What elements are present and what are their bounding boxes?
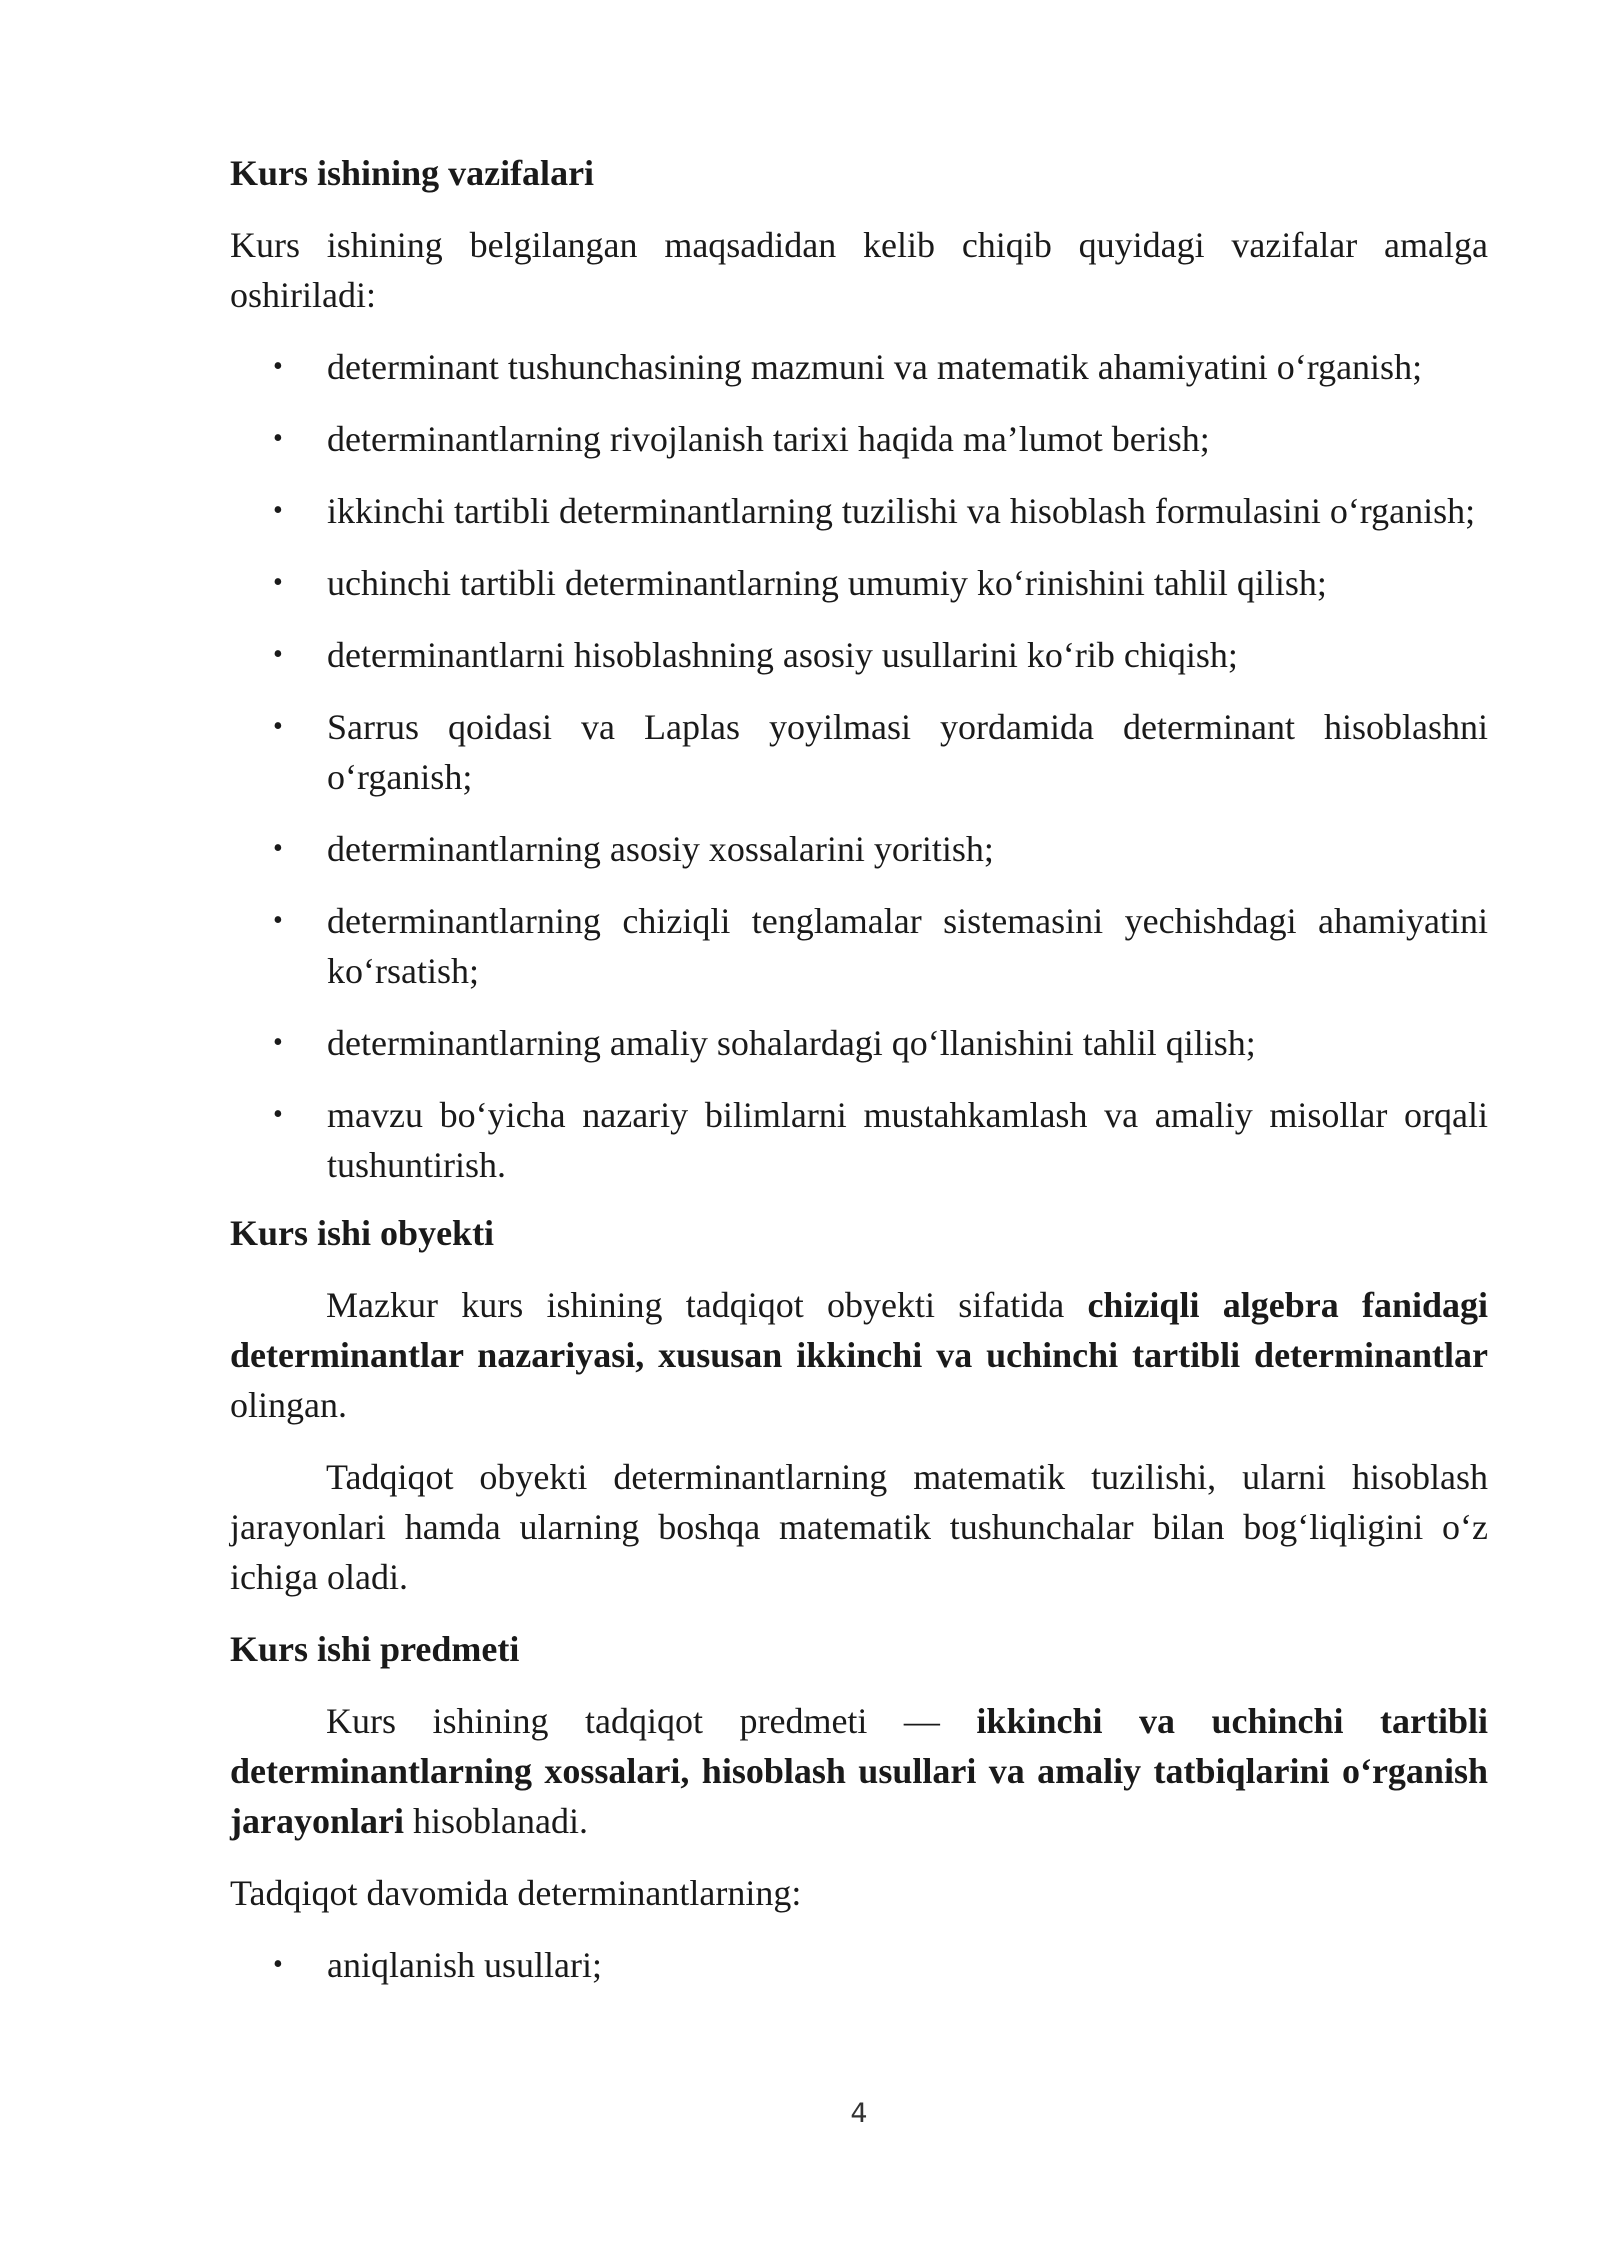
subject-text-bold: ikkinchi va uchinchi tartibli determinantlarning xossalari, hisoblash usullari va amaliy tatbiqlarini o‘rganish jarayonlari xyxy=(230,1701,1488,1841)
tasks-intro-paragraph: Kurs ishining belgilangan maqsadidan kelib chiqib quyidagi vazifalar amalga oshiriladi: xyxy=(230,225,1488,315)
list-item: • determinantlarning amaliy sohalardagi qo‘llanishini tahlil qilish; xyxy=(230,1018,1488,1068)
list-item: • aniqlanish usullari; xyxy=(230,1940,1488,1990)
section-heading-subject: Kurs ishi predmeti xyxy=(230,1629,520,1669)
object-paragraph-2: Tadqiqot obyekti determinantlarning matematik tuzilishi, ularni hisoblash jarayonlari hamda ularning boshqa matematik tushunchalar bilan bog‘liqligini o‘z ichiga oladi. xyxy=(230,1457,1488,1597)
list-item: • mavzu bo‘yicha nazariy bilimlarni mustahkamlash va amaliy misollar orqali tushuntirish. xyxy=(230,1090,1488,1190)
object-text-bold: chiziqli algebra fanidagi determinantlar nazariyasi, xususan ikkinchi va uchinchi tartibli determinantlar xyxy=(230,1285,1488,1375)
page-number: 4 xyxy=(850,2098,868,2129)
section-heading-tasks: Kurs ishining vazifalari xyxy=(230,153,595,193)
tasks-list xyxy=(230,342,1488,1190)
list-item: • determinantlarning rivojlanish tarixi haqida ma’lumot berish; xyxy=(230,414,1488,464)
list-item: • determinant tushunchasining mazmuni va matematik ahamiyatini o‘rganish; xyxy=(230,342,1488,392)
section-heading-object: Kurs ishi obyekti xyxy=(230,1213,495,1253)
list-item: • determinantlarni hisoblashning asosiy usullarini ko‘rib chiqish; xyxy=(230,630,1488,680)
subject-text-pre: Kurs ishining tadqiqot predmeti — xyxy=(326,1701,977,1741)
list-item: • determinantlarning chiziqli tenglamalar sistemasini yechishdagi ahamiyatini ko‘rsatish; xyxy=(230,896,1488,996)
list-item: • determinantlarning asosiy xossalarini yoritish; xyxy=(230,824,1488,874)
object-text-post: olingan. xyxy=(230,1385,347,1425)
page-content xyxy=(230,148,1488,1990)
list-item: • Sarrus qoidasi va Laplas yoyilmasi yordamida determinant hisoblashni o‘rganish; xyxy=(230,702,1488,802)
subject-intro-paragraph: Tadqiqot davomida determinantlarning: xyxy=(230,1873,802,1913)
object-paragraph-1 xyxy=(230,1280,1488,1430)
subject-list xyxy=(230,1940,1488,1990)
subject-text-post: hisoblanadi. xyxy=(403,1801,588,1841)
list-item: • ikkinchi tartibli determinantlarning tuzilishi va hisoblash formulasini o‘rganish; xyxy=(230,486,1488,536)
object-text-pre: Mazkur kurs ishining tadqiqot obyekti sifatida xyxy=(326,1285,1088,1325)
list-item: • uchinchi tartibli determinantlarning umumiy ko‘rinishini tahlil qilish; xyxy=(230,558,1488,608)
subject-paragraph-1 xyxy=(230,1696,1488,1846)
